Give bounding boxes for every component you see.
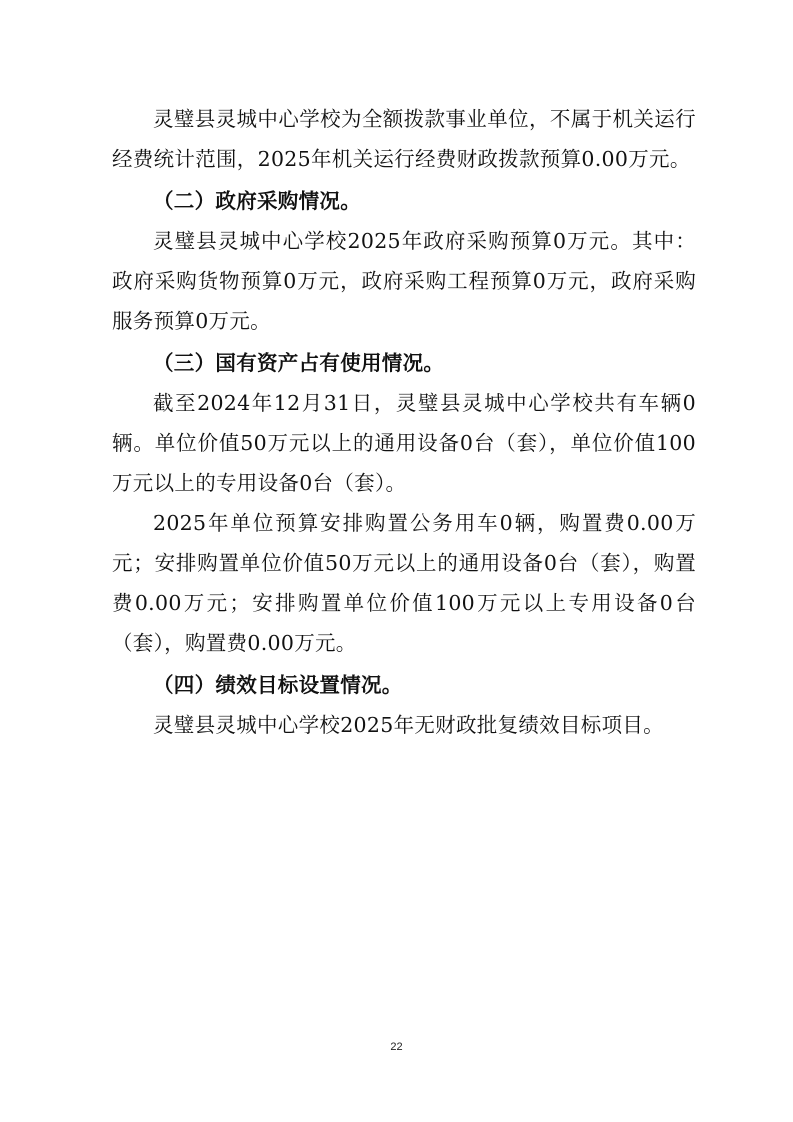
paragraph-state-assets: 截至2024年12月31日，灵璧县灵城中心学校共有车辆0辆。单位价值50万元以上的通用设备0台（套），单位价值100万元以上的专用设备0台（套）。	[112, 391, 696, 495]
heading-performance-targets: （四）绩效目标设置情况。	[153, 673, 403, 697]
paragraph-government-procurement: 灵璧县灵城中心学校2025年政府采购预算0万元。其中：政府采购货物预算0万元，政府采购工程预算0万元，政府采购服务预算0万元。	[112, 229, 696, 333]
paragraph-asset-purchase-plan: 2025年单位预算安排购置公务用车0辆，购置费0.00万元；安排购置单位价值50万元以上的通用设备0台（套），购置费0.00万元；安排购置单位价值100万元以上专用设备0台（套），购置费0.00万元。	[112, 511, 696, 655]
page-number: 22	[390, 1041, 403, 1053]
document-body	[112, 99, 696, 745]
heading-state-assets: （三）国有资产占有使用情况。	[153, 351, 445, 375]
paragraph-operating-expenses: 灵璧县灵城中心学校为全额拨款事业单位，不属于机关运行经费统计范围，2025年机关运行经费财政拨款预算0.00万元。	[112, 107, 696, 171]
heading-government-procurement: （二）政府采购情况。	[153, 189, 361, 213]
paragraph-performance-targets: 灵璧县灵城中心学校2025年无财政批复绩效目标项目。	[153, 713, 664, 737]
